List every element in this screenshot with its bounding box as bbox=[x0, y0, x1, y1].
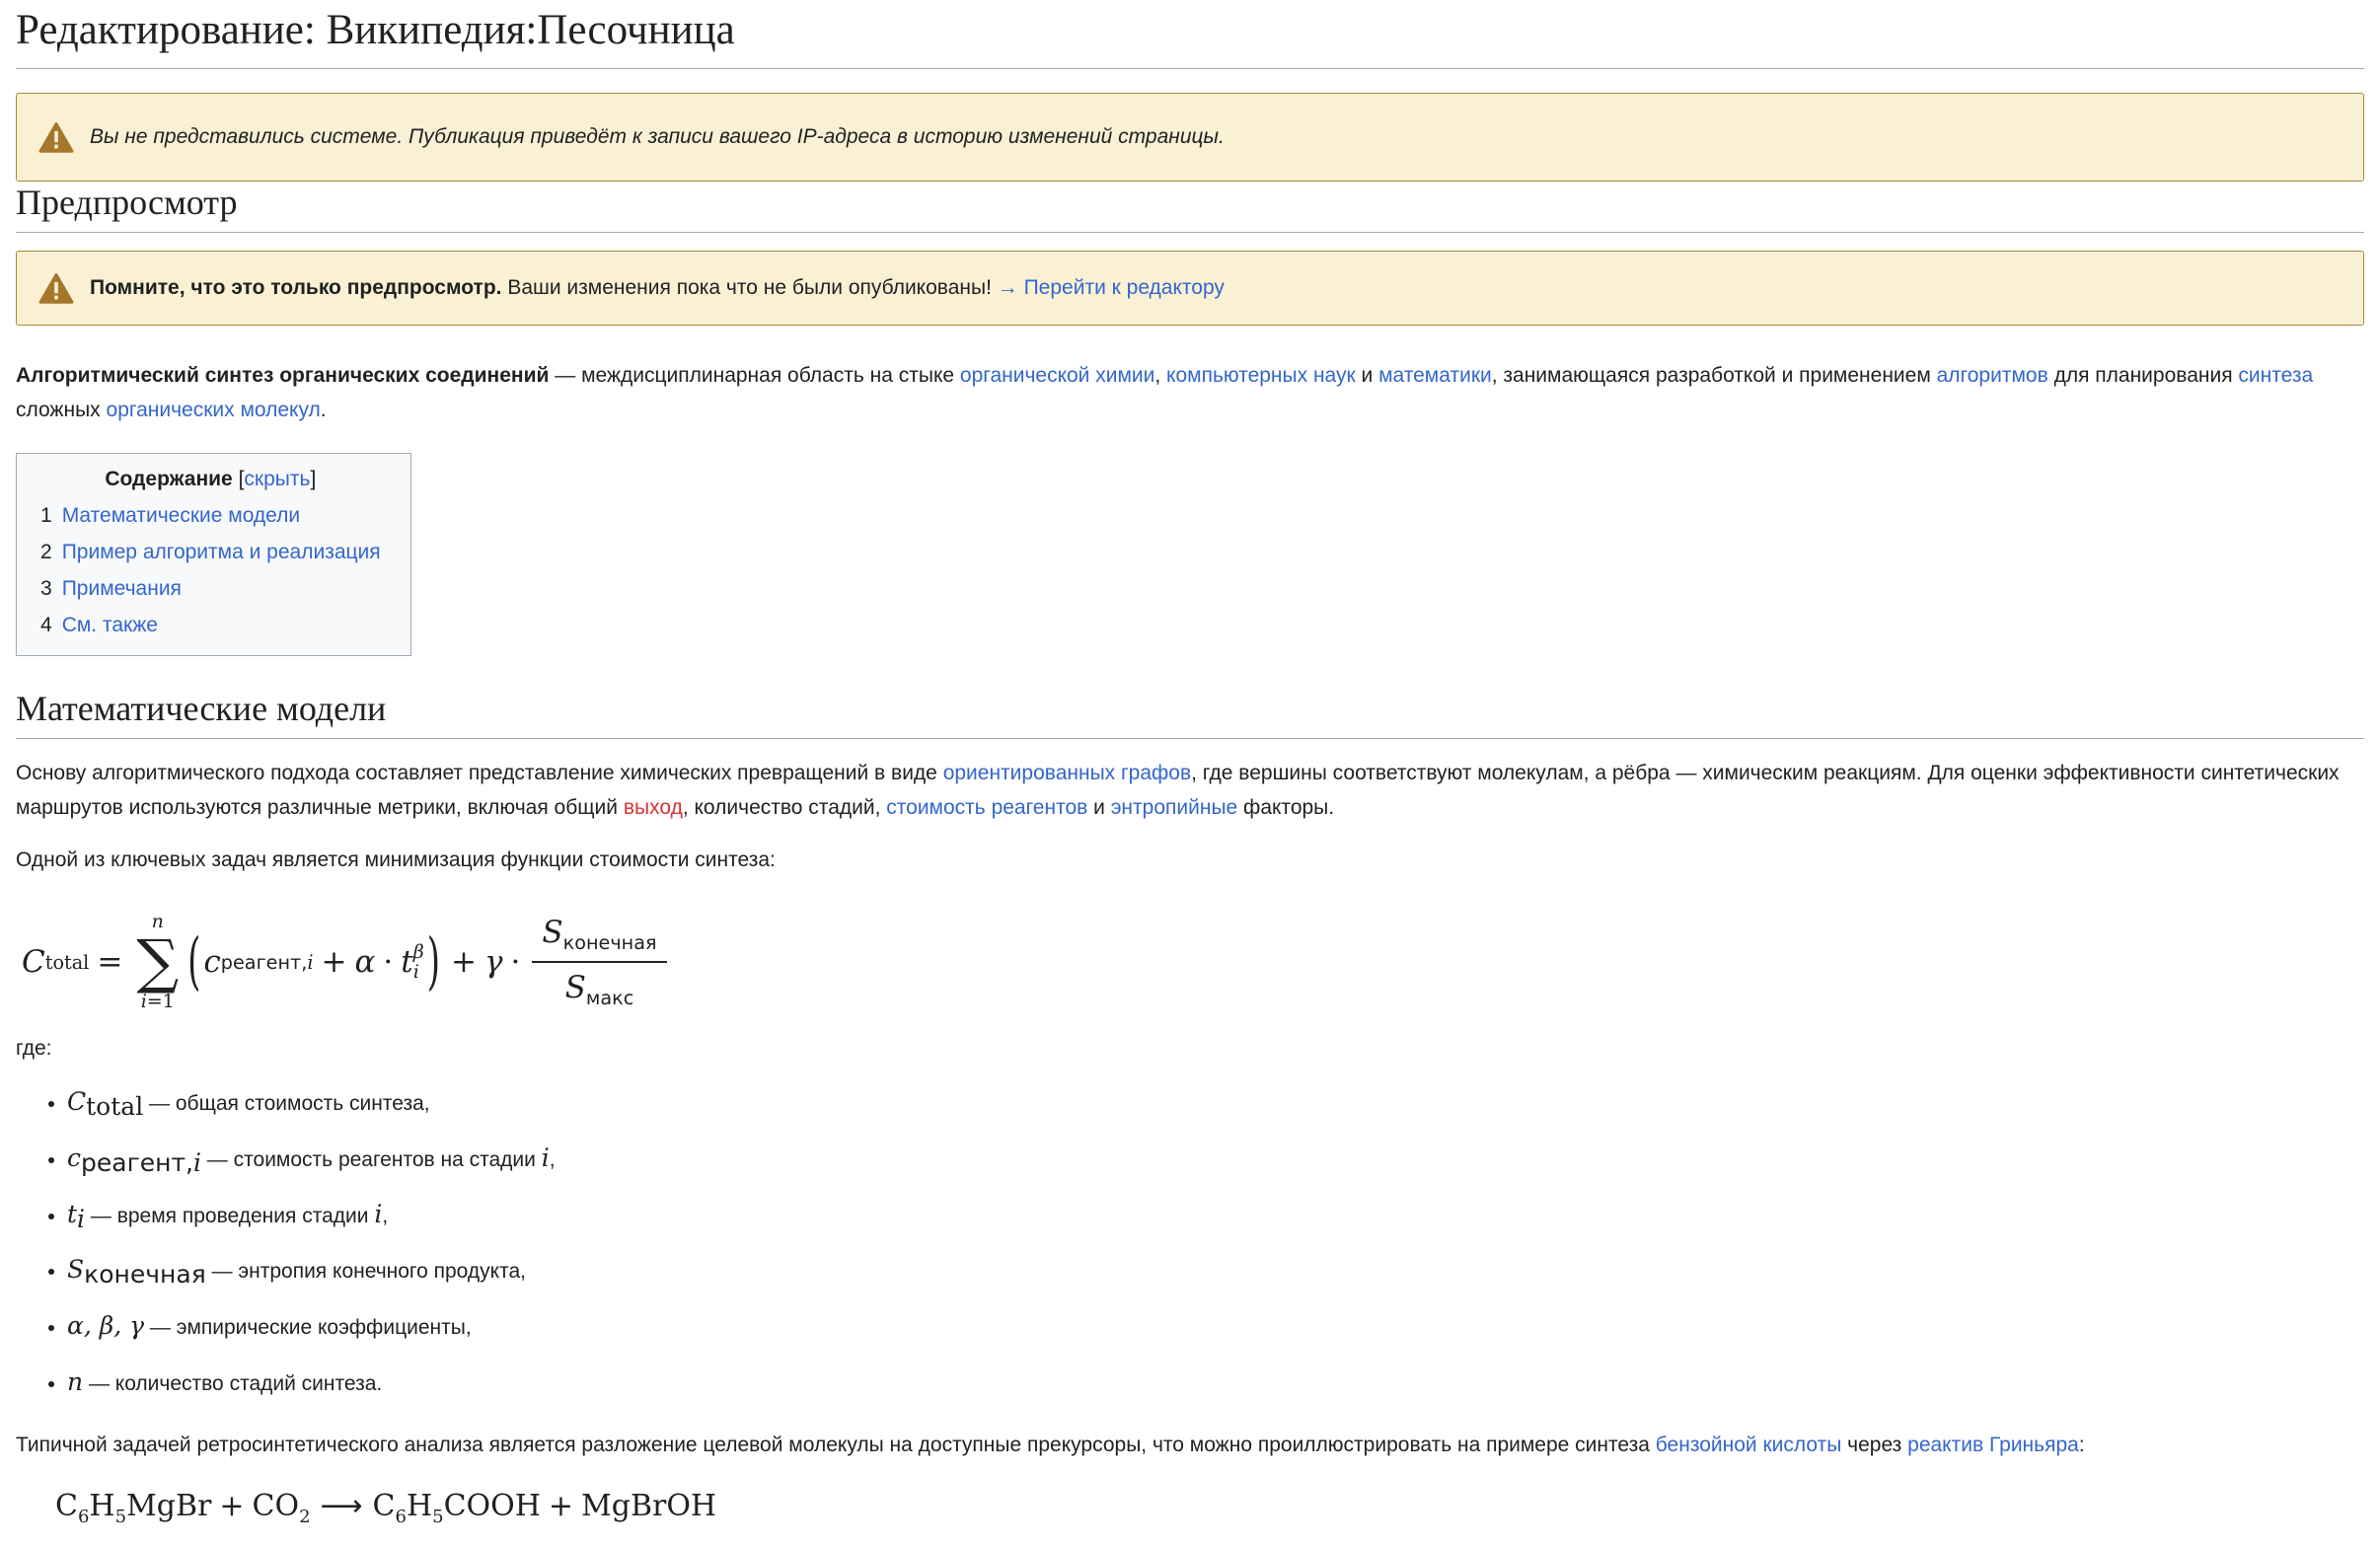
chem-sub: 5 bbox=[432, 1507, 444, 1528]
lead-text: , bbox=[1154, 364, 1167, 387]
page-title: Редактирование: Википедия:Песочница bbox=[16, 6, 2364, 69]
sum-lower-limit bbox=[141, 991, 175, 1014]
anon-warning-box bbox=[16, 93, 2364, 182]
variable-definitions-list bbox=[16, 1083, 2364, 1405]
def-subscript bbox=[81, 1148, 201, 1177]
def-description: — стоимость реагентов на стадии bbox=[200, 1148, 542, 1172]
preview-heading: Предпросмотр bbox=[16, 182, 2364, 233]
formula-var-S: S bbox=[542, 915, 563, 951]
def-sub-text: i bbox=[192, 1148, 201, 1178]
def-symbol: c bbox=[67, 1143, 82, 1173]
open-paren: ( bbox=[187, 925, 201, 999]
formula-var-S: S bbox=[564, 970, 586, 1006]
formula-gamma: γ bbox=[483, 944, 503, 981]
def-punct: , bbox=[382, 1204, 389, 1227]
toc-title-row bbox=[40, 468, 381, 491]
models-paragraph-2: Одной из ключевых задач является минимизация функции стоимости синтеза: bbox=[16, 847, 776, 871]
formula-equals: = bbox=[97, 944, 123, 981]
def-symbol: t bbox=[67, 1199, 78, 1228]
warning-icon bbox=[38, 121, 74, 153]
go-to-editor-link[interactable]: → Перейти к редактору bbox=[997, 276, 1225, 299]
toc-link-math-models[interactable]: Математические модели bbox=[61, 504, 301, 528]
link-organic-molecules[interactable]: органических молекул bbox=[106, 398, 321, 421]
definition-item bbox=[67, 1140, 2364, 1182]
sub-reagent-index: i bbox=[307, 950, 314, 974]
summation-symbol bbox=[136, 911, 179, 1014]
link-synthesis[interactable]: синтеза bbox=[2238, 364, 2314, 387]
definition-item bbox=[67, 1083, 2364, 1126]
formula-var-t: t bbox=[401, 944, 413, 981]
definition-item bbox=[67, 1307, 2364, 1350]
definition-item bbox=[67, 1196, 2364, 1238]
def-symbol: S bbox=[67, 1255, 85, 1285]
formula-cdot: · bbox=[383, 944, 394, 981]
sub-final: конечная bbox=[562, 931, 657, 955]
table-of-contents bbox=[16, 453, 411, 656]
chem-sub: 2 bbox=[299, 1507, 311, 1528]
formula-sub-reagent bbox=[221, 951, 314, 974]
link-entropy[interactable]: энтропийные bbox=[1110, 795, 1238, 819]
lead-text: сложных bbox=[16, 398, 107, 421]
formula-plus: + bbox=[450, 944, 477, 981]
def-punct: , bbox=[549, 1148, 556, 1172]
def-description: — общая стоимость синтеза, bbox=[143, 1092, 430, 1116]
link-mathematics[interactable]: математики bbox=[1378, 364, 1492, 387]
warning-icon bbox=[38, 272, 74, 304]
models-paragraph-3 bbox=[16, 1429, 2364, 1463]
models-text: , где вершины соответствуют молекулам, а рёбра — химическим реакциям. Для оценки эффективности синтетических маршрутов используются различные метрики, включая общий bbox=[16, 762, 2340, 819]
chem-sub: 6 bbox=[77, 1507, 90, 1528]
link-computer-science[interactable]: компьютерных наук bbox=[1166, 364, 1356, 387]
formula-alpha: α bbox=[354, 944, 376, 981]
sub-reagent-text: реагент, bbox=[220, 950, 308, 974]
models-paragraph-1 bbox=[16, 757, 2364, 825]
where-label: где: bbox=[16, 1036, 52, 1060]
link-grignard-reagent[interactable]: реактив Гриньяра bbox=[1907, 1434, 2079, 1457]
formula-var-c: c bbox=[203, 944, 221, 981]
def-sub-text: конечная bbox=[84, 1260, 206, 1289]
chem-text: COOH bbox=[443, 1489, 541, 1524]
toc-number: 3 bbox=[40, 577, 52, 601]
definition-item bbox=[67, 1251, 2364, 1293]
toc-toggle bbox=[239, 468, 317, 490]
toc-link-references[interactable]: Примечания bbox=[61, 577, 182, 601]
reaction-arrow-icon: ⟶ bbox=[320, 1489, 363, 1524]
def-description: — количество стадий синтеза. bbox=[83, 1371, 383, 1395]
models-text: : bbox=[2078, 1434, 2085, 1457]
sum-upper-limit: n bbox=[151, 911, 164, 933]
def-tail-var: i bbox=[541, 1143, 550, 1173]
fraction-numerator bbox=[532, 915, 666, 963]
link-directed-graphs[interactable]: ориентированных графов bbox=[942, 762, 1192, 785]
sum-index-value: =1 bbox=[146, 990, 175, 1012]
def-tail-var: i bbox=[374, 1199, 383, 1228]
cost-function-formula bbox=[16, 911, 2364, 1014]
def-symbol: n bbox=[67, 1366, 84, 1396]
chem-text: MgBrOH bbox=[581, 1489, 717, 1524]
chem-text: C bbox=[55, 1489, 78, 1524]
formula-sub-total: total bbox=[44, 950, 90, 974]
toc-number: 2 bbox=[40, 541, 52, 564]
chem-text: CO bbox=[252, 1489, 300, 1524]
sub-max: макс bbox=[585, 987, 634, 1010]
grignard-reaction-equation bbox=[55, 1489, 2364, 1527]
def-subscript bbox=[77, 1205, 85, 1233]
fraction-denominator bbox=[565, 963, 634, 1009]
toc-item-2 bbox=[40, 541, 381, 564]
toc-bracket: [ bbox=[238, 468, 245, 491]
sigma-icon: ∑ bbox=[136, 926, 180, 996]
redlink-yield[interactable]: выход bbox=[623, 795, 683, 819]
models-text: и bbox=[1087, 795, 1111, 819]
preview-warning-box bbox=[16, 251, 2364, 326]
formula-t-supsub bbox=[413, 942, 424, 984]
sum-index: i bbox=[140, 990, 147, 1012]
chem-text: MgBr bbox=[126, 1489, 212, 1524]
models-text: Типичной задачей ретросинтетического анализа является разложение целевой молекулы на доступные прекурсоры, что можно проиллюстрировать на примере синтеза bbox=[16, 1434, 1656, 1457]
lead-text: для планирования bbox=[2047, 364, 2239, 387]
toc-bracket: ] bbox=[310, 468, 317, 491]
toc-link-see-also[interactable]: См. также bbox=[61, 614, 158, 637]
preview-warning-bold: Помните, что это только предпросмотр. bbox=[90, 276, 502, 299]
lead-text: — междисциплинарная область на стыке bbox=[549, 364, 960, 387]
link-benzoic-acid[interactable]: бензойной кислоты bbox=[1655, 1434, 1842, 1457]
toc-link-algorithm-example[interactable]: Пример алгоритма и реализация bbox=[61, 541, 381, 564]
entropy-fraction bbox=[532, 915, 666, 1009]
lead-text: и bbox=[1355, 364, 1379, 387]
models-text: факторы. bbox=[1237, 795, 1335, 819]
t-subscript-i: i bbox=[412, 961, 419, 984]
chem-sub: 5 bbox=[114, 1507, 127, 1528]
def-subscript bbox=[86, 1093, 143, 1122]
link-algorithms[interactable]: алгоритмов bbox=[1936, 364, 2048, 387]
t-superscript-beta: β bbox=[412, 940, 424, 963]
link-organic-chemistry[interactable]: органической химии bbox=[959, 364, 1155, 387]
chem-plus: + bbox=[219, 1489, 245, 1524]
toc-list bbox=[40, 504, 381, 637]
chem-plus: + bbox=[548, 1489, 574, 1524]
lead-text: , занимающаяся разработкой и применением bbox=[1491, 364, 1937, 387]
def-subscript bbox=[84, 1261, 206, 1289]
chem-text: C bbox=[372, 1489, 396, 1524]
preview-warning-rest: Ваши изменения пока что не были опубликованы! bbox=[501, 276, 998, 299]
link-reagent-cost[interactable]: стоимость реагентов bbox=[886, 795, 1088, 819]
toc-number: 4 bbox=[40, 614, 52, 637]
toc-hide-link[interactable]: скрыть bbox=[244, 468, 311, 491]
toc-number: 1 bbox=[40, 504, 52, 528]
def-description: — время проведения стадии bbox=[85, 1204, 375, 1227]
anon-warning-text: Вы не представились системе. Публикация приведёт к записи вашего IP-адреса в историю изменений страницы. bbox=[90, 125, 1225, 148]
lead-text: . bbox=[320, 398, 327, 421]
chem-text: H bbox=[406, 1489, 433, 1524]
chem-sub: 6 bbox=[395, 1507, 407, 1528]
models-text: Основу алгоритмического подхода составляет представление химических превращений в виде bbox=[16, 762, 943, 785]
def-description: — энтропия конечного продукта, bbox=[205, 1260, 526, 1284]
chem-text: H bbox=[89, 1489, 115, 1524]
def-sub-text: total bbox=[86, 1092, 144, 1122]
preview-warning-text bbox=[90, 276, 1225, 300]
toc-item-4 bbox=[40, 614, 381, 637]
def-symbol: C bbox=[67, 1087, 87, 1117]
section-heading-math-models: Математические модели bbox=[16, 688, 2364, 739]
models-text: через bbox=[1841, 1434, 1908, 1457]
toc-item-1 bbox=[40, 504, 381, 528]
def-symbol: α, β, γ bbox=[67, 1311, 145, 1341]
formula-var-C: C bbox=[22, 944, 45, 981]
def-sub-text: i bbox=[77, 1204, 86, 1233]
toc-title: Содержание bbox=[105, 468, 233, 491]
definition-item bbox=[67, 1363, 2364, 1406]
def-description: — эмпирические коэффициенты, bbox=[144, 1316, 472, 1340]
lead-term: Алгоритмический синтез органических соединений bbox=[16, 364, 550, 387]
def-sub-text: реагент, bbox=[81, 1148, 193, 1178]
formula-cdot: · bbox=[510, 944, 521, 981]
close-paren: ) bbox=[426, 925, 440, 999]
lead-paragraph bbox=[16, 359, 2364, 427]
formula-plus: + bbox=[321, 944, 347, 981]
models-text: , количество стадий, bbox=[682, 795, 887, 819]
toc-item-3 bbox=[40, 577, 381, 601]
